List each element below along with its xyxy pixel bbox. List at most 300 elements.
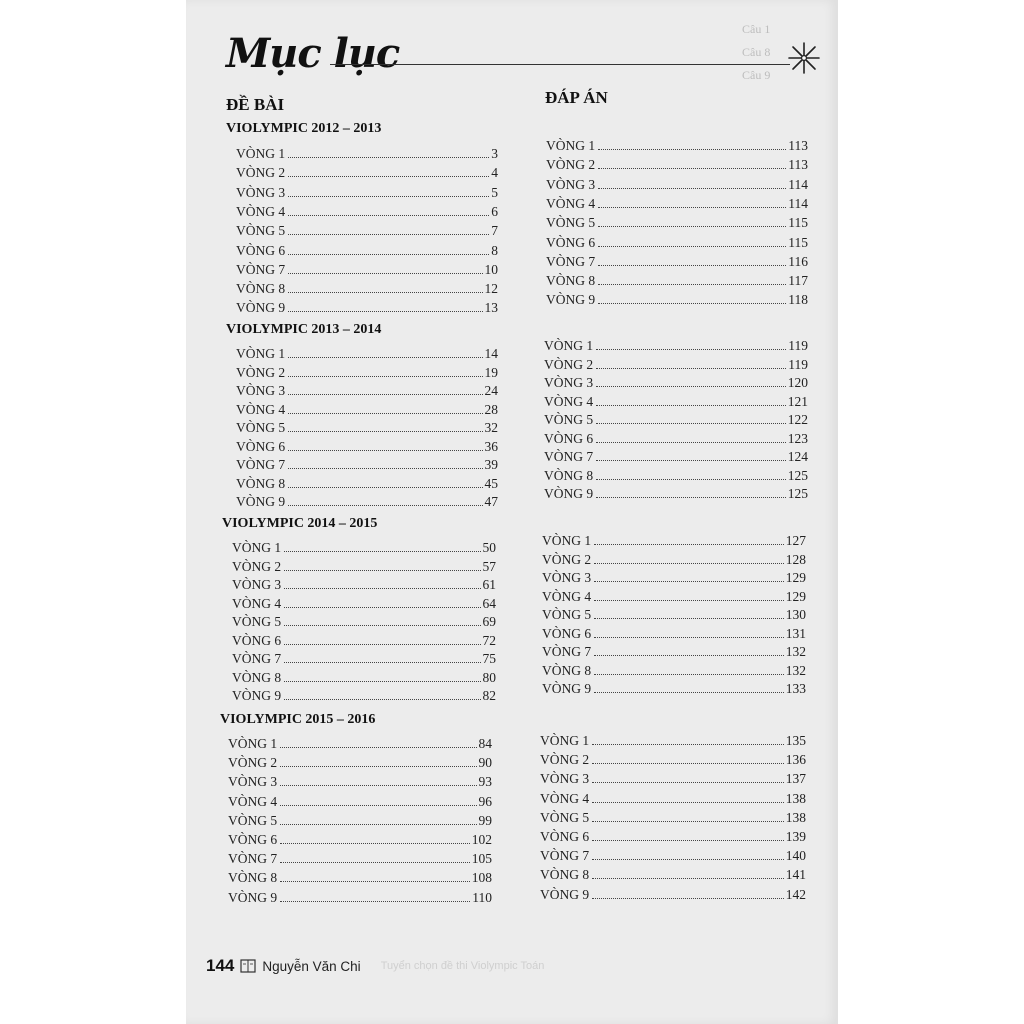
page-ref: 8: [491, 242, 498, 258]
round-label: VÒNG 6: [540, 829, 590, 844]
round-label: VÒNG 8: [542, 662, 592, 678]
page-ref: 119: [788, 338, 808, 353]
toc-row-answer: [542, 623, 806, 642]
dot-leader: [594, 541, 784, 545]
dot-leader: [596, 420, 786, 424]
toc-row-answer: [546, 135, 808, 154]
round-label: VÒNG 5: [236, 223, 286, 239]
round-label: VÒNG 1: [544, 338, 594, 353]
round-label: VÒNG 3: [546, 176, 596, 192]
dot-leader: [596, 365, 786, 369]
page-ref: 10: [484, 261, 498, 277]
page-title: Mục lục: [226, 30, 400, 77]
section-title: VIOLYMPIC 2012 – 2013: [226, 121, 382, 136]
dot-leader: [288, 289, 482, 293]
toc-row-answer: [540, 884, 806, 903]
dot-leader: [596, 439, 786, 443]
toc-row-problem: [232, 667, 496, 686]
toc-row-problem: [236, 399, 498, 418]
round-label: VÒNG 6: [232, 632, 282, 648]
left-column-header: ĐỀ BÀI: [226, 95, 285, 114]
round-label: VÒNG 3: [236, 184, 286, 200]
toc-row-problem: [236, 362, 498, 381]
round-label: VÒNG 5: [540, 809, 590, 825]
round-label: VÒNG 4: [542, 588, 592, 604]
toc-row-answer: [546, 289, 808, 308]
dot-leader: [592, 760, 784, 764]
round-label: VÒNG 8: [544, 467, 594, 483]
toc-row-answer: [544, 409, 808, 428]
dot-leader: [280, 802, 476, 806]
page-ref: 64: [482, 595, 496, 611]
round-label: VÒNG 9: [540, 886, 590, 902]
dot-leader: [288, 308, 482, 312]
round-label: VÒNG 2: [228, 755, 278, 771]
round-label: VÒNG 2: [236, 364, 286, 380]
round-label: VÒNG 1: [542, 533, 592, 548]
bleed-line: Câu 1: [742, 22, 771, 36]
toc-row-problem: [232, 556, 496, 575]
toc-row-answer: [542, 660, 806, 679]
toc-row-problem: [236, 417, 498, 436]
toc-row-problem: [232, 593, 496, 612]
page-ref: 133: [785, 681, 806, 696]
page-ref: 96: [478, 793, 492, 809]
round-label: VÒNG 2: [542, 551, 592, 567]
toc-row-answer: [540, 826, 806, 845]
dot-leader: [594, 689, 784, 693]
page-ref: 69: [482, 614, 496, 629]
toc-row-answer: [542, 586, 806, 605]
dot-leader: [596, 457, 786, 461]
page-ref: 118: [788, 292, 808, 308]
page-ref: 114: [788, 176, 808, 192]
toc-row-problem: [236, 454, 498, 473]
page-ref: 141: [785, 867, 806, 883]
toc-row-answer: [544, 354, 808, 373]
dot-leader: [598, 281, 786, 285]
toc-row-problem: [236, 259, 498, 278]
toc-row-answer: [544, 428, 808, 447]
toc-row-problem: [236, 162, 498, 181]
page-ref: 124: [787, 449, 808, 464]
round-label: VÒNG 6: [236, 242, 286, 258]
dot-leader: [284, 678, 480, 682]
page-ref: 45: [484, 475, 498, 491]
faint-running-text: Tuyển chọn đề thi Violympic Toán: [380, 960, 545, 972]
toc-row-answer: [544, 446, 808, 465]
round-label: VÒNG 2: [540, 752, 590, 768]
dot-leader: [594, 578, 784, 582]
round-label: VÒNG 7: [232, 651, 282, 666]
toc-row-answer: [546, 212, 808, 231]
page-ref: 28: [484, 401, 498, 417]
round-label: VÒNG 4: [232, 595, 282, 611]
dot-leader: [596, 476, 786, 480]
round-label: VÒNG 5: [542, 607, 592, 622]
dot-leader: [284, 696, 480, 700]
page-ref: 125: [787, 467, 808, 483]
dot-leader: [284, 548, 480, 552]
round-label: VÒNG 3: [544, 375, 594, 390]
round-label: VÒNG 7: [236, 457, 286, 472]
dot-leader: [288, 391, 482, 395]
right-column-header: ĐÁP ÁN: [545, 88, 608, 107]
round-label: VÒNG 5: [236, 420, 286, 435]
toc-row-problem: [236, 491, 498, 510]
dot-leader: [598, 300, 786, 304]
dot-leader: [284, 622, 480, 626]
round-label: VÒNG 4: [544, 393, 594, 409]
dot-leader: [288, 410, 482, 414]
dot-leader: [592, 875, 784, 879]
toc-row-answer: [542, 567, 806, 586]
dot-leader: [284, 567, 480, 571]
round-label: VÒNG 2: [236, 165, 286, 181]
dot-leader: [592, 856, 784, 860]
page-ref: 5: [491, 184, 498, 200]
page-ref: 99: [478, 812, 492, 828]
title-rule: [330, 64, 790, 65]
dot-leader: [594, 597, 784, 601]
round-label: VÒNG 8: [232, 669, 282, 685]
page-ref: 137: [785, 771, 806, 787]
dot-leader: [280, 744, 476, 748]
dot-leader: [594, 671, 784, 675]
page-ref: 135: [785, 733, 806, 748]
dot-leader: [596, 346, 786, 350]
round-label: VÒNG 1: [236, 146, 286, 161]
round-label: VÒNG 2: [544, 356, 594, 372]
round-label: VÒNG 5: [228, 812, 278, 828]
dot-leader: [594, 652, 784, 656]
page-ref: 13: [484, 300, 498, 316]
round-label: VÒNG 6: [544, 430, 594, 446]
page-ref: 120: [787, 375, 808, 390]
toc-row-problem: [236, 182, 498, 201]
toc-row-answer: [540, 730, 806, 749]
dot-leader: [594, 560, 784, 564]
section-title: VIOLYMPIC 2013 – 2014: [226, 322, 382, 337]
dot-leader: [280, 840, 470, 844]
page-ref: 36: [484, 438, 498, 454]
toc-row-problem: [232, 630, 496, 649]
toc-row-problem: [236, 143, 498, 162]
page-ref: 39: [484, 457, 498, 472]
round-label: VÒNG 9: [542, 681, 592, 696]
toc-row-answer: [542, 641, 806, 660]
page-ref: 113: [788, 157, 808, 173]
dot-leader: [288, 231, 489, 235]
page-ref: 139: [785, 829, 806, 844]
toc-row-answer: [544, 483, 808, 502]
dot-leader: [284, 659, 480, 663]
dot-leader: [592, 779, 784, 783]
dot-leader: [288, 270, 482, 274]
toc-row-problem: [232, 685, 496, 704]
toc-row-problem: [228, 752, 492, 771]
round-label: VÒNG 8: [236, 281, 286, 297]
page-ref: 123: [787, 430, 808, 446]
page-ref: 117: [788, 273, 808, 289]
toc-row-problem: [228, 810, 492, 829]
toc-row-answer: [546, 174, 808, 193]
page-ref: 93: [478, 774, 492, 790]
round-label: VÒNG 9: [546, 292, 596, 308]
page-ref: 121: [787, 393, 808, 409]
dot-leader: [284, 604, 480, 608]
dot-leader: [280, 782, 476, 786]
page-footer: [206, 955, 544, 977]
round-label: VÒNG 7: [544, 449, 594, 464]
sparkle-star-icon: [786, 40, 822, 76]
dot-leader: [288, 465, 482, 469]
page-ref: 84: [478, 736, 492, 751]
toc-row-answer: [540, 788, 806, 807]
dot-leader: [594, 634, 784, 638]
round-label: VÒNG 4: [228, 793, 278, 809]
round-label: VÒNG 3: [540, 771, 590, 787]
dot-leader: [288, 173, 489, 177]
page-ref: 72: [482, 632, 496, 648]
dot-leader: [288, 484, 482, 488]
toc-row-answer: [540, 807, 806, 826]
bleed-line: Câu 8: [742, 45, 771, 59]
round-label: VÒNG 3: [232, 577, 282, 592]
toc-row-answer: [544, 465, 808, 484]
dot-leader: [598, 204, 786, 208]
dot-leader: [598, 146, 786, 150]
round-label: VÒNG 6: [546, 234, 596, 250]
dot-leader: [596, 402, 786, 406]
round-label: VÒNG 6: [236, 438, 286, 454]
toc-row-problem: [236, 297, 498, 316]
toc-row-answer: [540, 768, 806, 787]
toc-row-answer: [546, 270, 808, 289]
page-ref: 50: [482, 540, 496, 555]
page-ref: 108: [471, 870, 492, 886]
dot-leader: [598, 165, 786, 169]
round-label: VÒNG 9: [228, 889, 278, 905]
bleed-line: Câu 9: [742, 68, 771, 82]
round-label: VÒNG 6: [542, 625, 592, 641]
toc-row-answer: [542, 604, 806, 623]
author-name: Nguyễn Văn Chi: [262, 958, 361, 974]
round-label: VÒNG 8: [546, 273, 596, 289]
toc-row-problem: [228, 733, 492, 752]
dot-leader: [288, 212, 489, 216]
toc-row-answer: [546, 232, 808, 251]
round-label: VÒNG 8: [540, 867, 590, 883]
toc-row-answer: [544, 372, 808, 391]
round-label: VÒNG 4: [236, 203, 286, 219]
round-label: VÒNG 7: [236, 261, 286, 277]
dot-leader: [288, 193, 489, 197]
page-ref: 32: [484, 420, 498, 435]
page-ref: 90: [478, 755, 492, 771]
round-label: VÒNG 8: [236, 475, 286, 491]
page-ref: 122: [787, 412, 808, 427]
round-label: VÒNG 4: [236, 401, 286, 417]
toc-row-answer: [544, 335, 808, 354]
round-label: VÒNG 8: [228, 870, 278, 886]
dot-leader: [598, 185, 786, 189]
page-ref: 113: [788, 138, 808, 153]
dot-leader: [284, 585, 480, 589]
page-ref: 105: [471, 851, 492, 867]
round-label: VÒNG 9: [236, 300, 286, 316]
round-label: VÒNG 4: [546, 195, 596, 211]
round-label: VÒNG 1: [546, 138, 596, 153]
page-ref: 61: [482, 577, 496, 592]
page-number: 144: [206, 956, 235, 975]
dot-leader: [596, 494, 786, 498]
dot-leader: [288, 354, 482, 358]
dot-leader: [288, 373, 482, 377]
round-label: VÒNG 5: [232, 614, 282, 629]
page-ref: 129: [785, 570, 806, 585]
dot-leader: [592, 818, 784, 822]
section-title: VIOLYMPIC 2015 – 2016: [220, 712, 376, 727]
round-label: VÒNG 7: [540, 848, 590, 864]
page-ref: 3: [491, 146, 498, 161]
toc-row-answer: [540, 864, 806, 883]
toc-row-problem: [228, 829, 492, 848]
toc-row-answer: [546, 193, 808, 212]
round-label: VÒNG 7: [542, 644, 592, 659]
round-label: VÒNG 3: [236, 383, 286, 398]
page-ref: 19: [484, 364, 498, 380]
page-ref: 4: [491, 165, 498, 181]
dot-leader: [598, 262, 786, 266]
toc-row-answer: [540, 845, 806, 864]
toc-row-problem: [236, 278, 498, 297]
dot-leader: [288, 428, 482, 432]
page-ref: 128: [785, 551, 806, 567]
round-label: VÒNG 2: [232, 558, 282, 574]
page-ref: 130: [785, 607, 806, 622]
dot-leader: [280, 859, 470, 863]
toc-row-problem: [236, 473, 498, 492]
dot-leader: [284, 641, 480, 645]
page-ref: 12: [484, 281, 498, 297]
dot-leader: [596, 383, 786, 387]
toc-row-problem: [232, 537, 496, 556]
toc-row-problem: [236, 343, 498, 362]
page-ref: 138: [785, 809, 806, 825]
round-label: VÒNG 1: [232, 540, 282, 555]
round-label: VÒNG 5: [544, 412, 594, 427]
toc-row-problem: [236, 240, 498, 259]
toc-row-problem: [228, 848, 492, 867]
dot-leader: [592, 837, 784, 841]
round-label: VÒNG 2: [546, 157, 596, 173]
page-ref: 115: [788, 215, 808, 231]
toc-row-problem: [236, 201, 498, 220]
round-label: VÒNG 9: [544, 486, 594, 501]
round-label: VÒNG 1: [236, 346, 286, 361]
dot-leader: [280, 821, 476, 825]
toc-row-problem: [232, 574, 496, 593]
toc-row-problem: [232, 611, 496, 630]
page-ref: 14: [484, 346, 498, 361]
dot-leader: [598, 223, 786, 227]
dot-leader: [288, 447, 482, 451]
page-ref: 75: [482, 651, 496, 666]
toc-row-problem: [236, 436, 498, 455]
page-ref: 127: [785, 533, 806, 548]
toc-row-problem: [232, 648, 496, 667]
page-ref: 138: [785, 790, 806, 806]
page-ref: 132: [785, 662, 806, 678]
page-ref: 57: [482, 558, 496, 574]
dot-leader: [288, 502, 482, 506]
toc-row-answer: [546, 154, 808, 173]
page-ref: 119: [788, 356, 808, 372]
toc-row-answer: [542, 678, 806, 697]
page-ref: 131: [785, 625, 806, 641]
page-ref: 80: [482, 669, 496, 685]
round-label: VÒNG 3: [228, 774, 278, 790]
dot-leader: [592, 741, 784, 745]
dot-leader: [598, 243, 786, 247]
dot-leader: [288, 154, 489, 158]
round-label: VÒNG 1: [540, 733, 590, 748]
page-ref: 136: [785, 752, 806, 768]
round-label: VÒNG 6: [228, 832, 278, 847]
page-ref: 115: [788, 234, 808, 250]
page-ref: 7: [491, 223, 498, 239]
book-icon: [240, 959, 256, 973]
toc-row-answer: [540, 749, 806, 768]
toc-row-problem: [228, 791, 492, 810]
toc-row-problem: [228, 887, 492, 906]
toc-row-answer: [546, 251, 808, 270]
dot-leader: [288, 251, 489, 255]
page-ref: 116: [788, 253, 808, 269]
dot-leader: [594, 615, 784, 619]
section-title: VIOLYMPIC 2014 – 2015: [222, 516, 378, 531]
page-ref: 140: [785, 848, 806, 864]
dot-leader: [280, 878, 470, 882]
round-label: VÒNG 1: [228, 736, 278, 751]
page-ref: 102: [471, 832, 492, 847]
toc-row-answer: [542, 549, 806, 568]
page-ref: 110: [472, 889, 492, 905]
dot-leader: [280, 763, 476, 767]
dot-leader: [592, 799, 784, 803]
round-label: VÒNG 9: [232, 688, 282, 703]
page-ref: 6: [491, 203, 498, 219]
round-label: VÒNG 7: [228, 851, 278, 867]
toc-row-answer: [544, 391, 808, 410]
toc-row-problem: [228, 771, 492, 790]
page-ref: 142: [785, 886, 806, 902]
page-ref: 129: [785, 588, 806, 604]
page-ref: 125: [787, 486, 808, 501]
toc-row-answer: [542, 530, 806, 549]
toc-row-problem: [236, 380, 498, 399]
round-label: VÒNG 7: [546, 253, 596, 269]
round-label: VÒNG 9: [236, 494, 286, 509]
round-label: VÒNG 5: [546, 215, 596, 231]
dot-leader: [592, 895, 784, 899]
page-ref: 82: [482, 688, 496, 703]
page-ref: 47: [484, 494, 498, 509]
toc-row-problem: [236, 220, 498, 239]
page-ref: 24: [484, 383, 498, 398]
dot-leader: [280, 898, 470, 902]
